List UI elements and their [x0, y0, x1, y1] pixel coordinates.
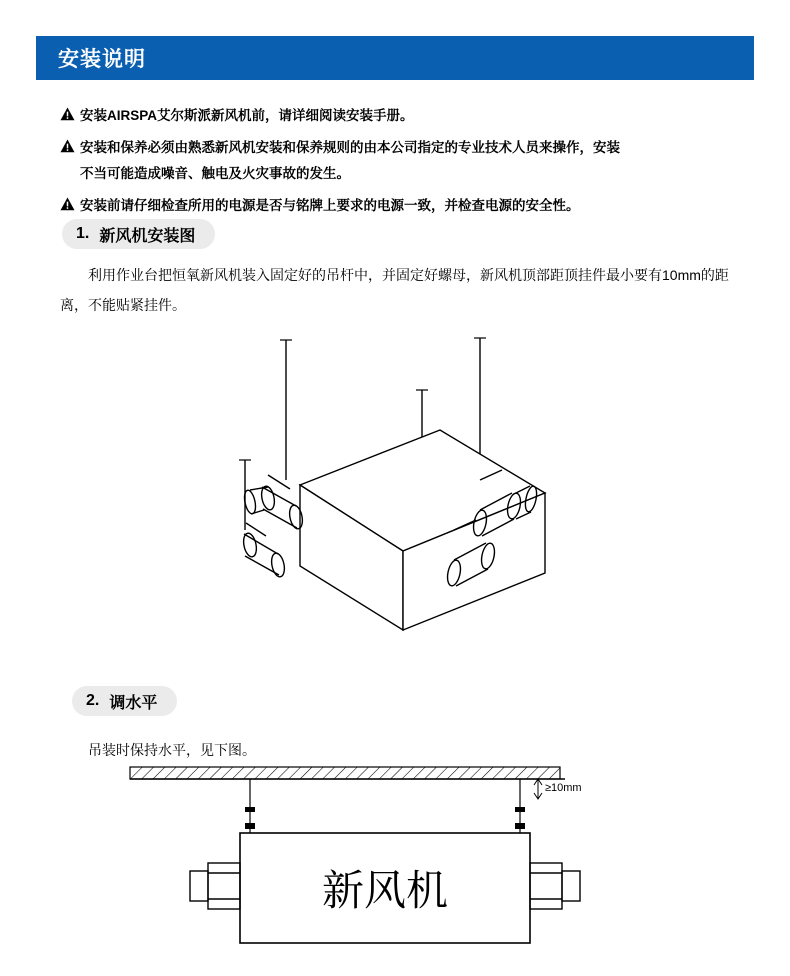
warning-item — [60, 103, 750, 129]
warning-item — [60, 193, 750, 219]
ceiling-hatch — [130, 767, 560, 779]
unit-label: 新风机 — [321, 867, 449, 914]
warning-line-1: 安装AIRSPA艾尔斯派新风机前，请详细阅读安装手册。 — [80, 108, 414, 123]
fresh-air-unit-level-diagram — [120, 755, 680, 955]
warning-text — [80, 193, 580, 219]
page-header-bar — [36, 36, 754, 80]
warning-triangle-icon — [60, 139, 75, 153]
warning-triangle-icon — [60, 197, 75, 211]
warning-line-1: 安装和保养必须由熟悉新风机安装和保养规则的由本公司指定的专业技术人员来操作，安装 — [80, 140, 620, 155]
section-heading-2 — [72, 686, 177, 716]
section-heading-1 — [62, 219, 215, 249]
warning-text — [80, 135, 620, 187]
section-2-paragraph: 吊装时保持水平，见下图。 — [88, 742, 256, 758]
page-title: 安装说明 — [58, 48, 146, 71]
warning-line-2: 不当可能造成噪音、触电及火灾事故的发生。 — [80, 166, 350, 181]
warning-triangle-icon — [60, 107, 75, 121]
warning-list — [60, 103, 750, 225]
warning-item — [60, 135, 750, 187]
section-number: 2. — [86, 692, 100, 709]
warning-text — [80, 103, 414, 129]
section-label: 新风机安装图 — [99, 227, 196, 245]
clearance-label: ≥10mm — [545, 782, 582, 794]
warning-line-1: 安装前请仔细检查所用的电源是否与铭牌上要求的电源一致，并检查电源的安全性。 — [80, 198, 580, 213]
section-label: 调水平 — [109, 694, 158, 712]
section-number: 1. — [76, 225, 90, 242]
section-1-paragraph: 利用作业台把恒氧新风机装入固定好的吊杆中，并固定好螺母，新风机顶部距顶挂件最小要有10mm的距离，不能贴紧挂件。 — [60, 267, 729, 313]
fresh-air-unit-isometric-diagram — [150, 330, 650, 670]
